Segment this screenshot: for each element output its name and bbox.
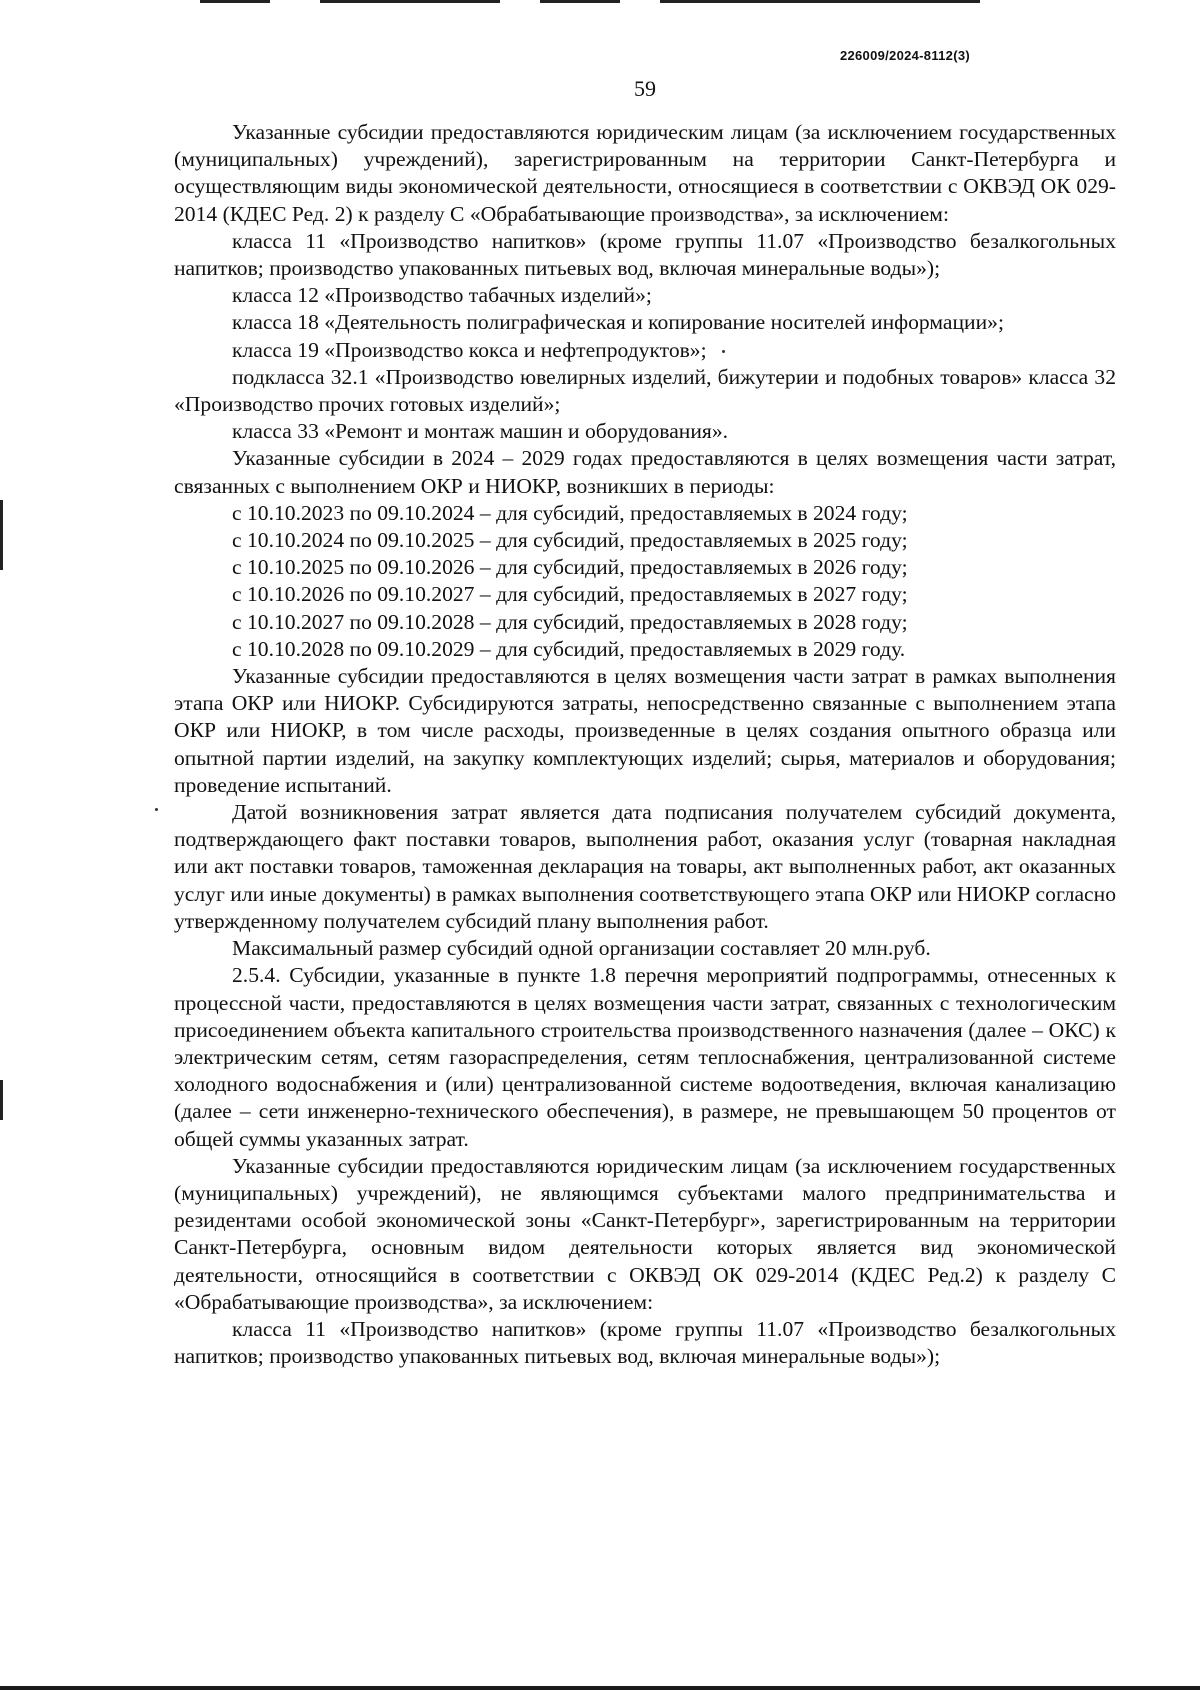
paragraph: с 10.10.2025 по 09.10.2026 – для субсидий, предоставляемых в 2026 году; (232, 555, 908, 580)
scan-border-bottom (0, 1686, 1200, 1690)
paragraph: с 10.10.2023 по 09.10.2024 – для субсидий, предоставляемых в 2024 году; (232, 500, 908, 525)
scan-speck (155, 808, 158, 811)
paragraph: с 10.10.2027 по 09.10.2028 – для субсидий, предоставляемых в 2028 году; (232, 609, 908, 634)
document-body (174, 119, 1116, 1370)
paragraph: Указанные субсидии предоставляются юридическим лицам (за исключением государственных (муниципальных) учреждений), зарегистрированным на территории Санкт-Петербурга и осуществляющим виды экономической деятельности, относящиеся в соответствии с ОКВЭД ОК 029-2014 (КДЕС Ред. 2) к разделу С «Обрабатывающие производства», за исключением: (174, 120, 1116, 226)
paragraph: класса 12 «Производство табачных изделий»; (232, 283, 652, 308)
paragraph: класса 33 «Ремонт и монтаж машин и оборудования». (232, 419, 729, 444)
paragraph: с 10.10.2026 по 09.10.2027 – для субсидий, предоставляемых в 2027 году; (232, 582, 908, 607)
paragraph: с 10.10.2028 по 09.10.2029 – для субсидий, предоставляемых в 2029 году. (232, 636, 906, 661)
paragraph: класса 18 «Деятельность полиграфическая и копирование носителей информации»; (232, 310, 1004, 335)
paragraph: 2.5.4. Субсидии, указанные в пункте 1.8 перечня мероприятий подпрограммы, отнесенных к процессной части, предоставляются в целях возмещения части затрат, связанных с технологическим присоединением объекта капитального строительства производственного назначения (далее – ОКС) к электрическим сетям, сетям газораспределения, сетям теплоснабжения, централизованной системе холодного водоснабжения и (или) централизованной системе водоотведения, включая канализацию (далее – сети инженерно-технического обеспечения), в размере, не превышающем 50 процентов от общей суммы указанных затрат. (174, 963, 1116, 1151)
paragraph: Указанные субсидии предоставляются в целях возмещения части затрат в рамках выполнения этапа ОКР или НИОКР. Субсидируются затраты, непосредственно связанные с выполнением этапа ОКР или НИОКР, в том числе расходы, произведенные в целях создания опытного образца или опытной партии изделий, на закупку комплектующих изделий; сырья, материалов и оборудования; проведение испытаний. (174, 664, 1116, 797)
paragraph: с 10.10.2024 по 09.10.2025 – для субсидий, предоставляемых в 2025 году; (232, 528, 908, 553)
paragraph: Датой возникновения затрат является дата подписания получателем субсидий документа, подтверждающего факт поставки товаров, выполнения работ, оказания услуг (товарная накладная или акт поставки товаров, таможенная декларация на товары, акт выполненных работ, акт оказанных услуг или иные документы) в рамках выполнения соответствующего этапа ОКР или НИОКР согласно утвержденному получателем субсидий плану выполнения работ. (174, 800, 1116, 933)
paragraph: подкласса 32.1 «Производство ювелирных изделий, бижутерии и подобных товаров» класса 32 «Производство прочих готовых изделий»; (174, 364, 1116, 417)
paragraph: Максимальный размер субсидий одной организации составляет 20 млн.руб. (232, 936, 931, 961)
paragraph: Указанные субсидии в 2024 – 2029 годах предоставляются в целях возмещения части затрат, связанных с выполнением ОКР и НИОКР, возникших в периоды: (174, 446, 1116, 498)
paragraph: класса 11 «Производство напитков» (кроме группы 11.07 «Производство безалкогольных напитков; производство упакованных питьевых вод, включая минеральные воды»); (174, 1316, 1116, 1369)
scan-border-left (0, 500, 3, 570)
document-id: 226009/2024-8112(3) (839, 48, 970, 63)
scan-border-top (200, 0, 980, 3)
paragraph: класса 19 «Производство кокса и нефтепродуктов»; (232, 337, 707, 362)
paragraph: Указанные субсидии предоставляются юридическим лицам (за исключением государственных (муниципальных) учреждений), не являющимся субъектами малого предпринимательства и резидентами особой экономической зоны «Санкт-Петербург», зарегистрированным на территории Санкт-Петербурга, основным видом деятельности которых является вид экономической деятельности, относящийся в соответствии с ОКВЭД ОК 029-2014 (КДЕС Ред.2) к разделу С «Обрабатывающие производства», за исключением: (174, 1153, 1116, 1314)
page-number: 59 (634, 76, 656, 101)
scan-border-left (0, 1080, 3, 1120)
paragraph: класса 11 «Производство напитков» (кроме группы 11.07 «Производство безалкогольных напитков; производство упакованных питьевых вод, включая минеральные воды»); (174, 228, 1116, 281)
